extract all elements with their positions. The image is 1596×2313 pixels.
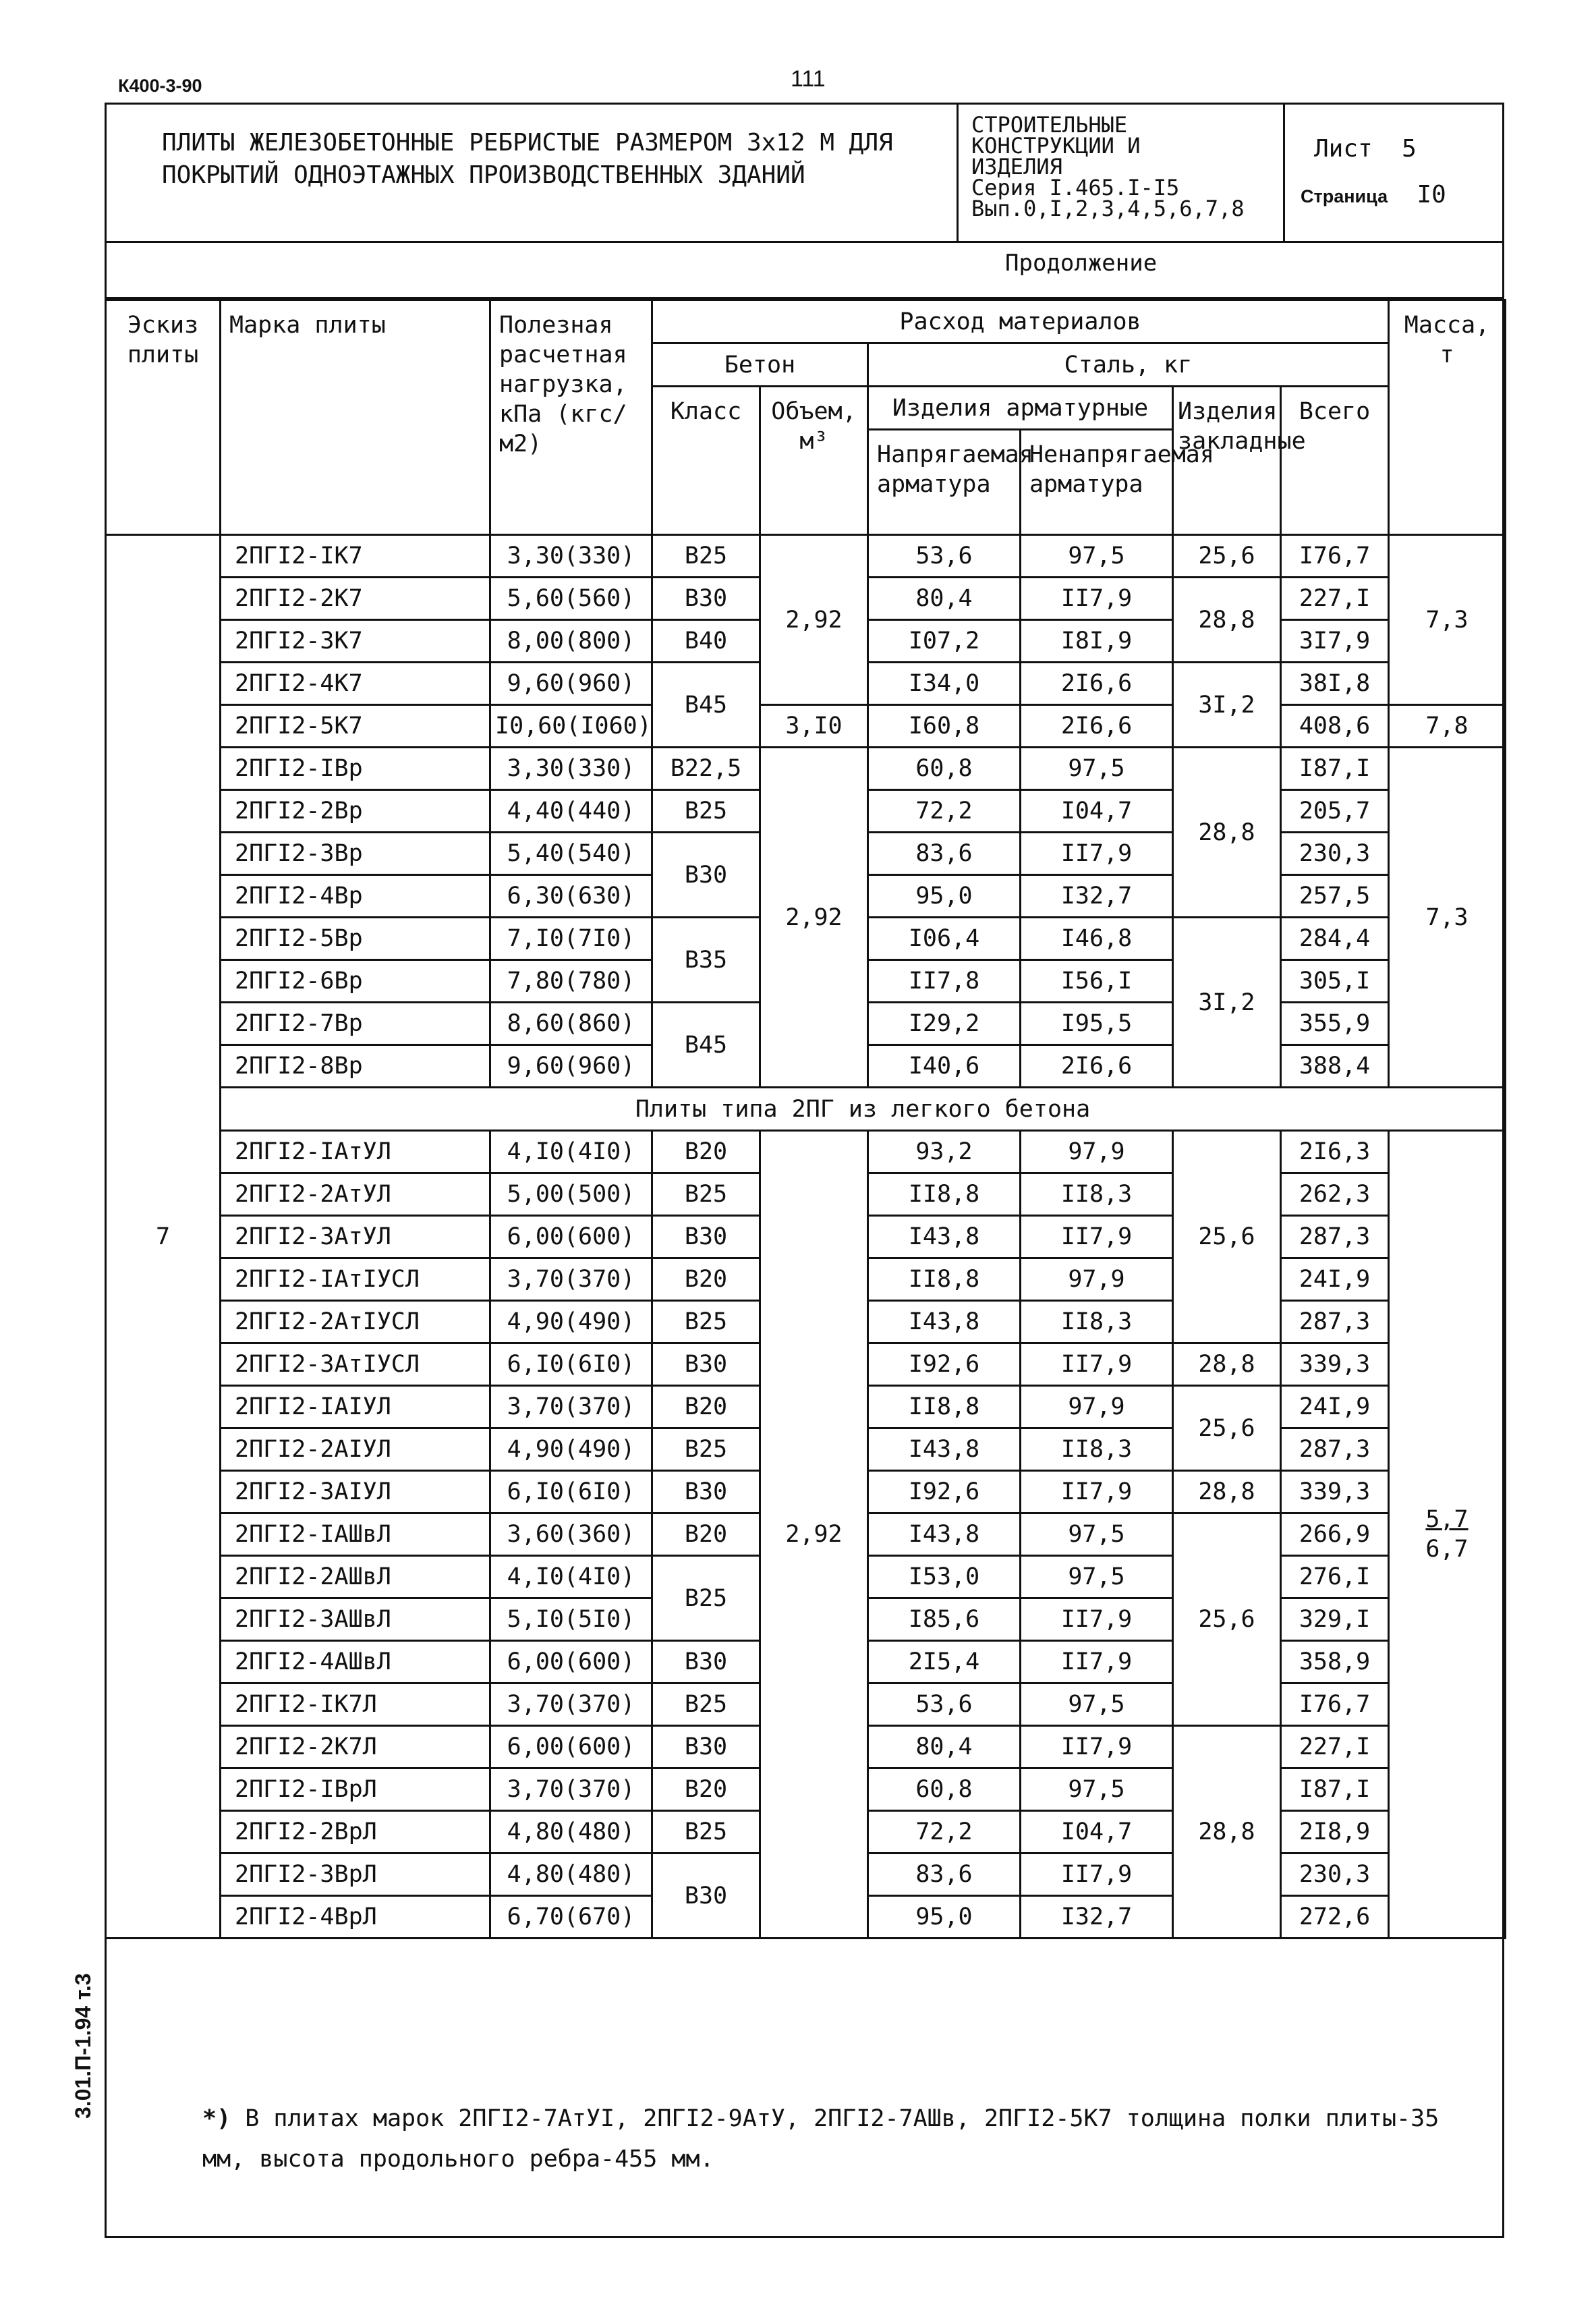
load-cell: 6,70(670) (490, 1896, 652, 1939)
sheet-value: 5 (1402, 135, 1417, 163)
side-code: 3.01.П-1.94 т.3 (71, 1973, 95, 2119)
total-cell: 24I,9 (1281, 1386, 1389, 1428)
nonpre-cell: I32,7 (1021, 1896, 1173, 1939)
pre-cell: II8,8 (868, 1258, 1021, 1301)
total-cell: 339,3 (1281, 1471, 1389, 1513)
title-divider (1283, 103, 1285, 243)
nonpre-cell: I95,5 (1021, 1003, 1173, 1045)
mark-cell: 2ПГI2-2К7Л (221, 1726, 490, 1768)
sketch-value: 7 (106, 535, 221, 1939)
nonpre-cell: I8I,9 (1021, 620, 1173, 663)
mark-cell: 2ПГI2-2АIУЛ (221, 1428, 490, 1471)
pre-cell: I43,8 (868, 1428, 1021, 1471)
class-cell: B25 (652, 1556, 760, 1641)
pre-cell: 95,0 (868, 875, 1021, 918)
nonpre-cell: I32,7 (1021, 875, 1173, 918)
sheet-label: Лист (1314, 135, 1373, 163)
mark-cell: 2ПГI2-2Вр (221, 790, 490, 833)
load-cell: 4,90(490) (490, 1428, 652, 1471)
mark-cell: 2ПГI2-IК7Л (221, 1683, 490, 1726)
pre-cell: 80,4 (868, 1726, 1021, 1768)
series-line: Серия I.465.I-I5 (971, 175, 1180, 200)
class-cell: B20 (652, 1513, 760, 1556)
emb-cell: 25,6 (1173, 535, 1281, 578)
total-cell: 227,I (1281, 1726, 1389, 1768)
mass-bottom: 6,7 (1425, 1536, 1469, 1563)
table-row (106, 535, 1506, 578)
mark-cell: 2ПГI2-2К7 (221, 578, 490, 620)
col-mark: Марка плиты (221, 300, 490, 535)
volume-cell: 3,I0 (760, 705, 868, 748)
nonpre-cell: 97,9 (1021, 1258, 1173, 1301)
nonpre-cell: 97,5 (1021, 1513, 1173, 1556)
mass-cell: 7,8 (1389, 705, 1506, 748)
page-value: I0 (1417, 181, 1446, 208)
pre-cell: 80,4 (868, 578, 1021, 620)
sheet-number (1314, 135, 1417, 163)
mark-cell: 2ПГI2-3АтIУСЛ (221, 1343, 490, 1386)
mark-cell: 2ПГI2-3К7 (221, 620, 490, 663)
mark-cell: 2ПГI2-IАШвЛ (221, 1513, 490, 1556)
class-cell: B30 (652, 1343, 760, 1386)
nonpre-cell: I04,7 (1021, 790, 1173, 833)
total-cell: 305,I (1281, 960, 1389, 1003)
load-cell: 6,00(600) (490, 1641, 652, 1683)
emb-cell: 25,6 (1173, 1131, 1281, 1343)
total-cell: 408,6 (1281, 705, 1389, 748)
load-cell: 6,I0(6I0) (490, 1343, 652, 1386)
mark-cell: 2ПГI2-2АтIУСЛ (221, 1301, 490, 1343)
mass-cell: 7,3 (1389, 535, 1506, 705)
class-cell: B30 (652, 1641, 760, 1683)
nonpre-cell: 2I6,6 (1021, 663, 1173, 705)
nonpre-cell: 97,9 (1021, 1386, 1173, 1428)
col-steel: Сталь, кг (868, 343, 1389, 387)
footnote-marker: *) (202, 2105, 231, 2132)
continuation-label: Продолжение (1005, 250, 1158, 277)
total-cell: 329,I (1281, 1598, 1389, 1641)
mark-cell: 2ПГI2-3АтУЛ (221, 1216, 490, 1258)
pre-cell: 60,8 (868, 1768, 1021, 1811)
total-cell: 262,3 (1281, 1173, 1389, 1216)
mark-cell: 2ПГI2-4АШвЛ (221, 1641, 490, 1683)
load-cell: I0,60(I060) (490, 705, 652, 748)
pre-cell: 93,2 (868, 1131, 1021, 1173)
total-cell: 339,3 (1281, 1343, 1389, 1386)
load-cell: 7,I0(7I0) (490, 918, 652, 960)
pre-cell: I53,0 (868, 1556, 1021, 1598)
class-cell: B25 (652, 1301, 760, 1343)
total-cell: 3I7,9 (1281, 620, 1389, 663)
document-title: ПЛИТЫ ЖЕЛЕЗОБЕТОННЫЕ РЕБРИСТЫЕ РАЗМЕРОМ 3х12 М ДЛЯ ПОКРЫТИЙ ОДНОЭТАЖНЫХ ПРОИЗВОДСТВЕННЫХ ЗДАНИЙ (162, 129, 893, 189)
nonpre-cell: 97,5 (1021, 535, 1173, 578)
emb-cell: 28,8 (1173, 748, 1281, 918)
total-cell: 287,3 (1281, 1216, 1389, 1258)
emb-cell: 28,8 (1173, 1726, 1281, 1939)
col-load: Полезная расчетная нагрузка, кПа (кгс/м2) (490, 300, 652, 535)
load-cell: 3,30(330) (490, 748, 652, 790)
class-cell: B20 (652, 1131, 760, 1173)
pre-cell: II7,8 (868, 960, 1021, 1003)
total-cell: I87,I (1281, 748, 1389, 790)
total-cell: 230,3 (1281, 833, 1389, 875)
col-non-prestressed: Ненапрягаемая арматура (1021, 430, 1173, 535)
load-cell: 8,00(800) (490, 620, 652, 663)
header-row (106, 300, 1506, 343)
class-cell: B30 (652, 1854, 760, 1939)
col-total: Всего (1281, 387, 1389, 535)
nonpre-cell: 2I6,6 (1021, 1045, 1173, 1088)
pre-cell: I92,6 (868, 1343, 1021, 1386)
nonpre-cell: 97,5 (1021, 1683, 1173, 1726)
col-volume: Объем, м³ (760, 387, 868, 535)
pre-cell: I07,2 (868, 620, 1021, 663)
footnote (202, 2098, 1484, 2179)
load-cell: 7,80(780) (490, 960, 652, 1003)
table-row (106, 705, 1506, 748)
load-cell: 6,00(600) (490, 1216, 652, 1258)
pre-cell: 83,6 (868, 1854, 1021, 1896)
mark-cell: 2ПГI2-4ВрЛ (221, 1896, 490, 1939)
pre-cell: 53,6 (868, 1683, 1021, 1726)
nonpre-cell: I46,8 (1021, 918, 1173, 960)
total-cell: 358,9 (1281, 1641, 1389, 1683)
nonpre-cell: II7,9 (1021, 578, 1173, 620)
mark-cell: 2ПГI2-6Вр (221, 960, 490, 1003)
nonpre-cell: 97,5 (1021, 1556, 1173, 1598)
class-cell: B25 (652, 1173, 760, 1216)
mark-cell: 2ПГI2-3АIУЛ (221, 1471, 490, 1513)
total-cell: 287,3 (1281, 1301, 1389, 1343)
pre-cell: 53,6 (868, 535, 1021, 578)
mark-cell: 2ПГI2-7Вр (221, 1003, 490, 1045)
col-mass: Масса, т (1389, 300, 1506, 535)
total-cell: 388,4 (1281, 1045, 1389, 1088)
class-cell: B35 (652, 918, 760, 1003)
load-cell: 3,70(370) (490, 1386, 652, 1428)
mark-cell: 2ПГI2-8Вр (221, 1045, 490, 1088)
total-cell: 2I6,3 (1281, 1131, 1389, 1173)
load-cell: 4,90(490) (490, 1301, 652, 1343)
mark-cell: 2ПГI2-2ВрЛ (221, 1811, 490, 1854)
mark-cell: 2ПГI2-IАтУЛ (221, 1131, 490, 1173)
total-cell: 205,7 (1281, 790, 1389, 833)
nonpre-cell: II8,3 (1021, 1301, 1173, 1343)
volume-cell: 2,92 (760, 748, 868, 1088)
pre-cell: I40,6 (868, 1045, 1021, 1088)
page-label: Страница (1301, 186, 1388, 206)
nonpre-cell: I56,I (1021, 960, 1173, 1003)
group-subheader: Плиты типа 2ПГ из легкого бетона (221, 1088, 1506, 1131)
mark-cell: 2ПГI2-3Вр (221, 833, 490, 875)
series-line: КОНСТРУКЦИИ И (971, 133, 1141, 159)
mark-cell: 2ПГI2-IК7 (221, 535, 490, 578)
nonpre-cell: II7,9 (1021, 833, 1173, 875)
title-divider (957, 103, 959, 243)
pre-cell: I29,2 (868, 1003, 1021, 1045)
series-line: ИЗДЕЛИЯ (971, 154, 1062, 179)
total-cell: 355,9 (1281, 1003, 1389, 1045)
emb-cell: 3I,2 (1173, 918, 1281, 1088)
load-cell: 4,I0(4I0) (490, 1131, 652, 1173)
total-cell: 227,I (1281, 578, 1389, 620)
total-cell: 38I,8 (1281, 663, 1389, 705)
load-cell: 3,70(370) (490, 1768, 652, 1811)
pre-cell: I43,8 (868, 1216, 1021, 1258)
class-cell: B20 (652, 1258, 760, 1301)
nonpre-cell: 97,5 (1021, 1768, 1173, 1811)
load-cell: 5,40(540) (490, 833, 652, 875)
nonpre-cell: II8,3 (1021, 1428, 1173, 1471)
nonpre-cell: II7,9 (1021, 1726, 1173, 1768)
class-cell: B22,5 (652, 748, 760, 790)
mark-cell: 2ПГI2-4Вр (221, 875, 490, 918)
page-info (1301, 181, 1446, 208)
series-line: СТРОИТЕЛЬНЫЕ (971, 112, 1128, 138)
pre-cell: 95,0 (868, 1896, 1021, 1939)
group-subheader-row (106, 1088, 1506, 1131)
class-cell: B25 (652, 1811, 760, 1854)
class-cell: B45 (652, 1003, 760, 1088)
pre-cell: 83,6 (868, 833, 1021, 875)
class-cell: B30 (652, 1216, 760, 1258)
class-cell: B25 (652, 535, 760, 578)
total-cell: 257,5 (1281, 875, 1389, 918)
mark-cell: 2ПГI2-2АШвЛ (221, 1556, 490, 1598)
series-line: Вып.0,I,2,3,4,5,6,7,8 (971, 196, 1245, 221)
mass-top: 5,7 (1425, 1506, 1469, 1533)
nonpre-cell: II8,3 (1021, 1173, 1173, 1216)
class-cell: B30 (652, 1471, 760, 1513)
load-cell: 6,30(630) (490, 875, 652, 918)
col-sketch: Эскиз плиты (106, 300, 221, 535)
pre-cell: I92,6 (868, 1471, 1021, 1513)
load-cell: 3,70(370) (490, 1258, 652, 1301)
pre-cell: 2I5,4 (868, 1641, 1021, 1683)
class-cell: B40 (652, 620, 760, 663)
nonpre-cell: II7,9 (1021, 1471, 1173, 1513)
nonpre-cell: II7,9 (1021, 1216, 1173, 1258)
load-cell: 5,60(560) (490, 578, 652, 620)
col-concrete: Бетон (652, 343, 868, 387)
mark-cell: 2ПГI2-4К7 (221, 663, 490, 705)
class-cell: B25 (652, 1683, 760, 1726)
table-row (106, 1131, 1506, 1173)
class-cell: B20 (652, 1386, 760, 1428)
col-rebar-products: Изделия арматурные (868, 387, 1173, 430)
nonpre-cell: II7,9 (1021, 1343, 1173, 1386)
nonpre-cell: 2I6,6 (1021, 705, 1173, 748)
series-info (971, 112, 1282, 221)
load-cell: 3,70(370) (490, 1683, 652, 1726)
total-cell: 230,3 (1281, 1854, 1389, 1896)
mass-cell: 7,3 (1389, 748, 1506, 1088)
col-embedded: Изделия закладные (1173, 387, 1281, 535)
load-cell: 9,60(960) (490, 1045, 652, 1088)
class-cell: B20 (652, 1768, 760, 1811)
load-cell: 6,00(600) (490, 1726, 652, 1768)
emb-cell: 28,8 (1173, 578, 1281, 663)
pre-cell: 60,8 (868, 748, 1021, 790)
total-cell: 272,6 (1281, 1896, 1389, 1939)
col-materials: Расход материалов (652, 300, 1389, 343)
load-cell: 3,60(360) (490, 1513, 652, 1556)
total-cell: 266,9 (1281, 1513, 1389, 1556)
nonpre-cell: II7,9 (1021, 1854, 1173, 1896)
load-cell: 4,40(440) (490, 790, 652, 833)
load-cell: 9,60(960) (490, 663, 652, 705)
materials-table (105, 299, 1506, 1939)
total-cell: 276,I (1281, 1556, 1389, 1598)
load-cell: 8,60(860) (490, 1003, 652, 1045)
total-cell: I87,I (1281, 1768, 1389, 1811)
emb-cell: 25,6 (1173, 1513, 1281, 1726)
load-cell: 5,00(500) (490, 1173, 652, 1216)
mark-cell: 2ПГI2-IВрЛ (221, 1768, 490, 1811)
total-cell: 24I,9 (1281, 1258, 1389, 1301)
total-cell: 2I8,9 (1281, 1811, 1389, 1854)
class-cell: B25 (652, 1428, 760, 1471)
emb-cell: 25,6 (1173, 1386, 1281, 1471)
total-cell: I76,7 (1281, 1683, 1389, 1726)
load-cell: 4,I0(4I0) (490, 1556, 652, 1598)
nonpre-cell: II7,9 (1021, 1641, 1173, 1683)
emb-cell: 28,8 (1173, 1471, 1281, 1513)
document-code: К400-3-90 (118, 76, 202, 96)
mass-fraction (1425, 1505, 1468, 1564)
volume-cell: 2,92 (760, 1131, 868, 1939)
pre-cell: I85,6 (868, 1598, 1021, 1641)
nonpre-cell: II7,9 (1021, 1598, 1173, 1641)
emb-cell: 3I,2 (1173, 663, 1281, 748)
pre-cell: 72,2 (868, 790, 1021, 833)
class-cell: B45 (652, 663, 760, 748)
nonpre-cell: I04,7 (1021, 1811, 1173, 1854)
mark-cell: 2ПГI2-2АтУЛ (221, 1173, 490, 1216)
footnote-text: В плитах марок 2ПГI2-7АтУI, 2ПГI2-9АтУ, 2ПГI2-7АШв, 2ПГI2-5К7 толщина полки плиты-35 мм, высота продольного ребра-455 мм. (202, 2105, 1440, 2173)
class-cell: B25 (652, 790, 760, 833)
pre-cell: 72,2 (868, 1811, 1021, 1854)
pre-cell: II8,8 (868, 1386, 1021, 1428)
class-cell: B30 (652, 1726, 760, 1768)
emb-cell: 28,8 (1173, 1343, 1281, 1386)
pre-cell: I60,8 (868, 705, 1021, 748)
load-cell: 4,80(480) (490, 1811, 652, 1854)
pre-cell: I43,8 (868, 1513, 1021, 1556)
mark-cell: 2ПГI2-5К7 (221, 705, 490, 748)
mark-cell: 2ПГI2-IАIУЛ (221, 1386, 490, 1428)
volume-cell: 2,92 (760, 535, 868, 705)
nonpre-cell: 97,5 (1021, 748, 1173, 790)
load-cell: 4,80(480) (490, 1854, 652, 1896)
mark-cell: 2ПГI2-3АШвЛ (221, 1598, 490, 1641)
class-cell: B30 (652, 578, 760, 620)
pre-cell: II8,8 (868, 1173, 1021, 1216)
mark-cell: 2ПГI2-IАтIУСЛ (221, 1258, 490, 1301)
pre-cell: I06,4 (868, 918, 1021, 960)
pre-cell: I43,8 (868, 1301, 1021, 1343)
class-cell: B30 (652, 833, 760, 918)
pre-cell: I34,0 (868, 663, 1021, 705)
load-cell: 3,30(330) (490, 535, 652, 578)
load-cell: 6,I0(6I0) (490, 1471, 652, 1513)
total-cell: I76,7 (1281, 535, 1389, 578)
table-row (106, 748, 1506, 790)
total-cell: 287,3 (1281, 1428, 1389, 1471)
page-number: 111 (791, 66, 826, 92)
col-class: Класс (652, 387, 760, 535)
mark-cell: 2ПГI2-3ВрЛ (221, 1854, 490, 1896)
col-prestressed: Напрягаемая арматура (868, 430, 1021, 535)
mark-cell: 2ПГI2-IВр (221, 748, 490, 790)
mass-cell (1389, 1131, 1506, 1939)
total-cell: 284,4 (1281, 918, 1389, 960)
load-cell: 5,I0(5I0) (490, 1598, 652, 1641)
nonpre-cell: 97,9 (1021, 1131, 1173, 1173)
mark-cell: 2ПГI2-5Вр (221, 918, 490, 960)
